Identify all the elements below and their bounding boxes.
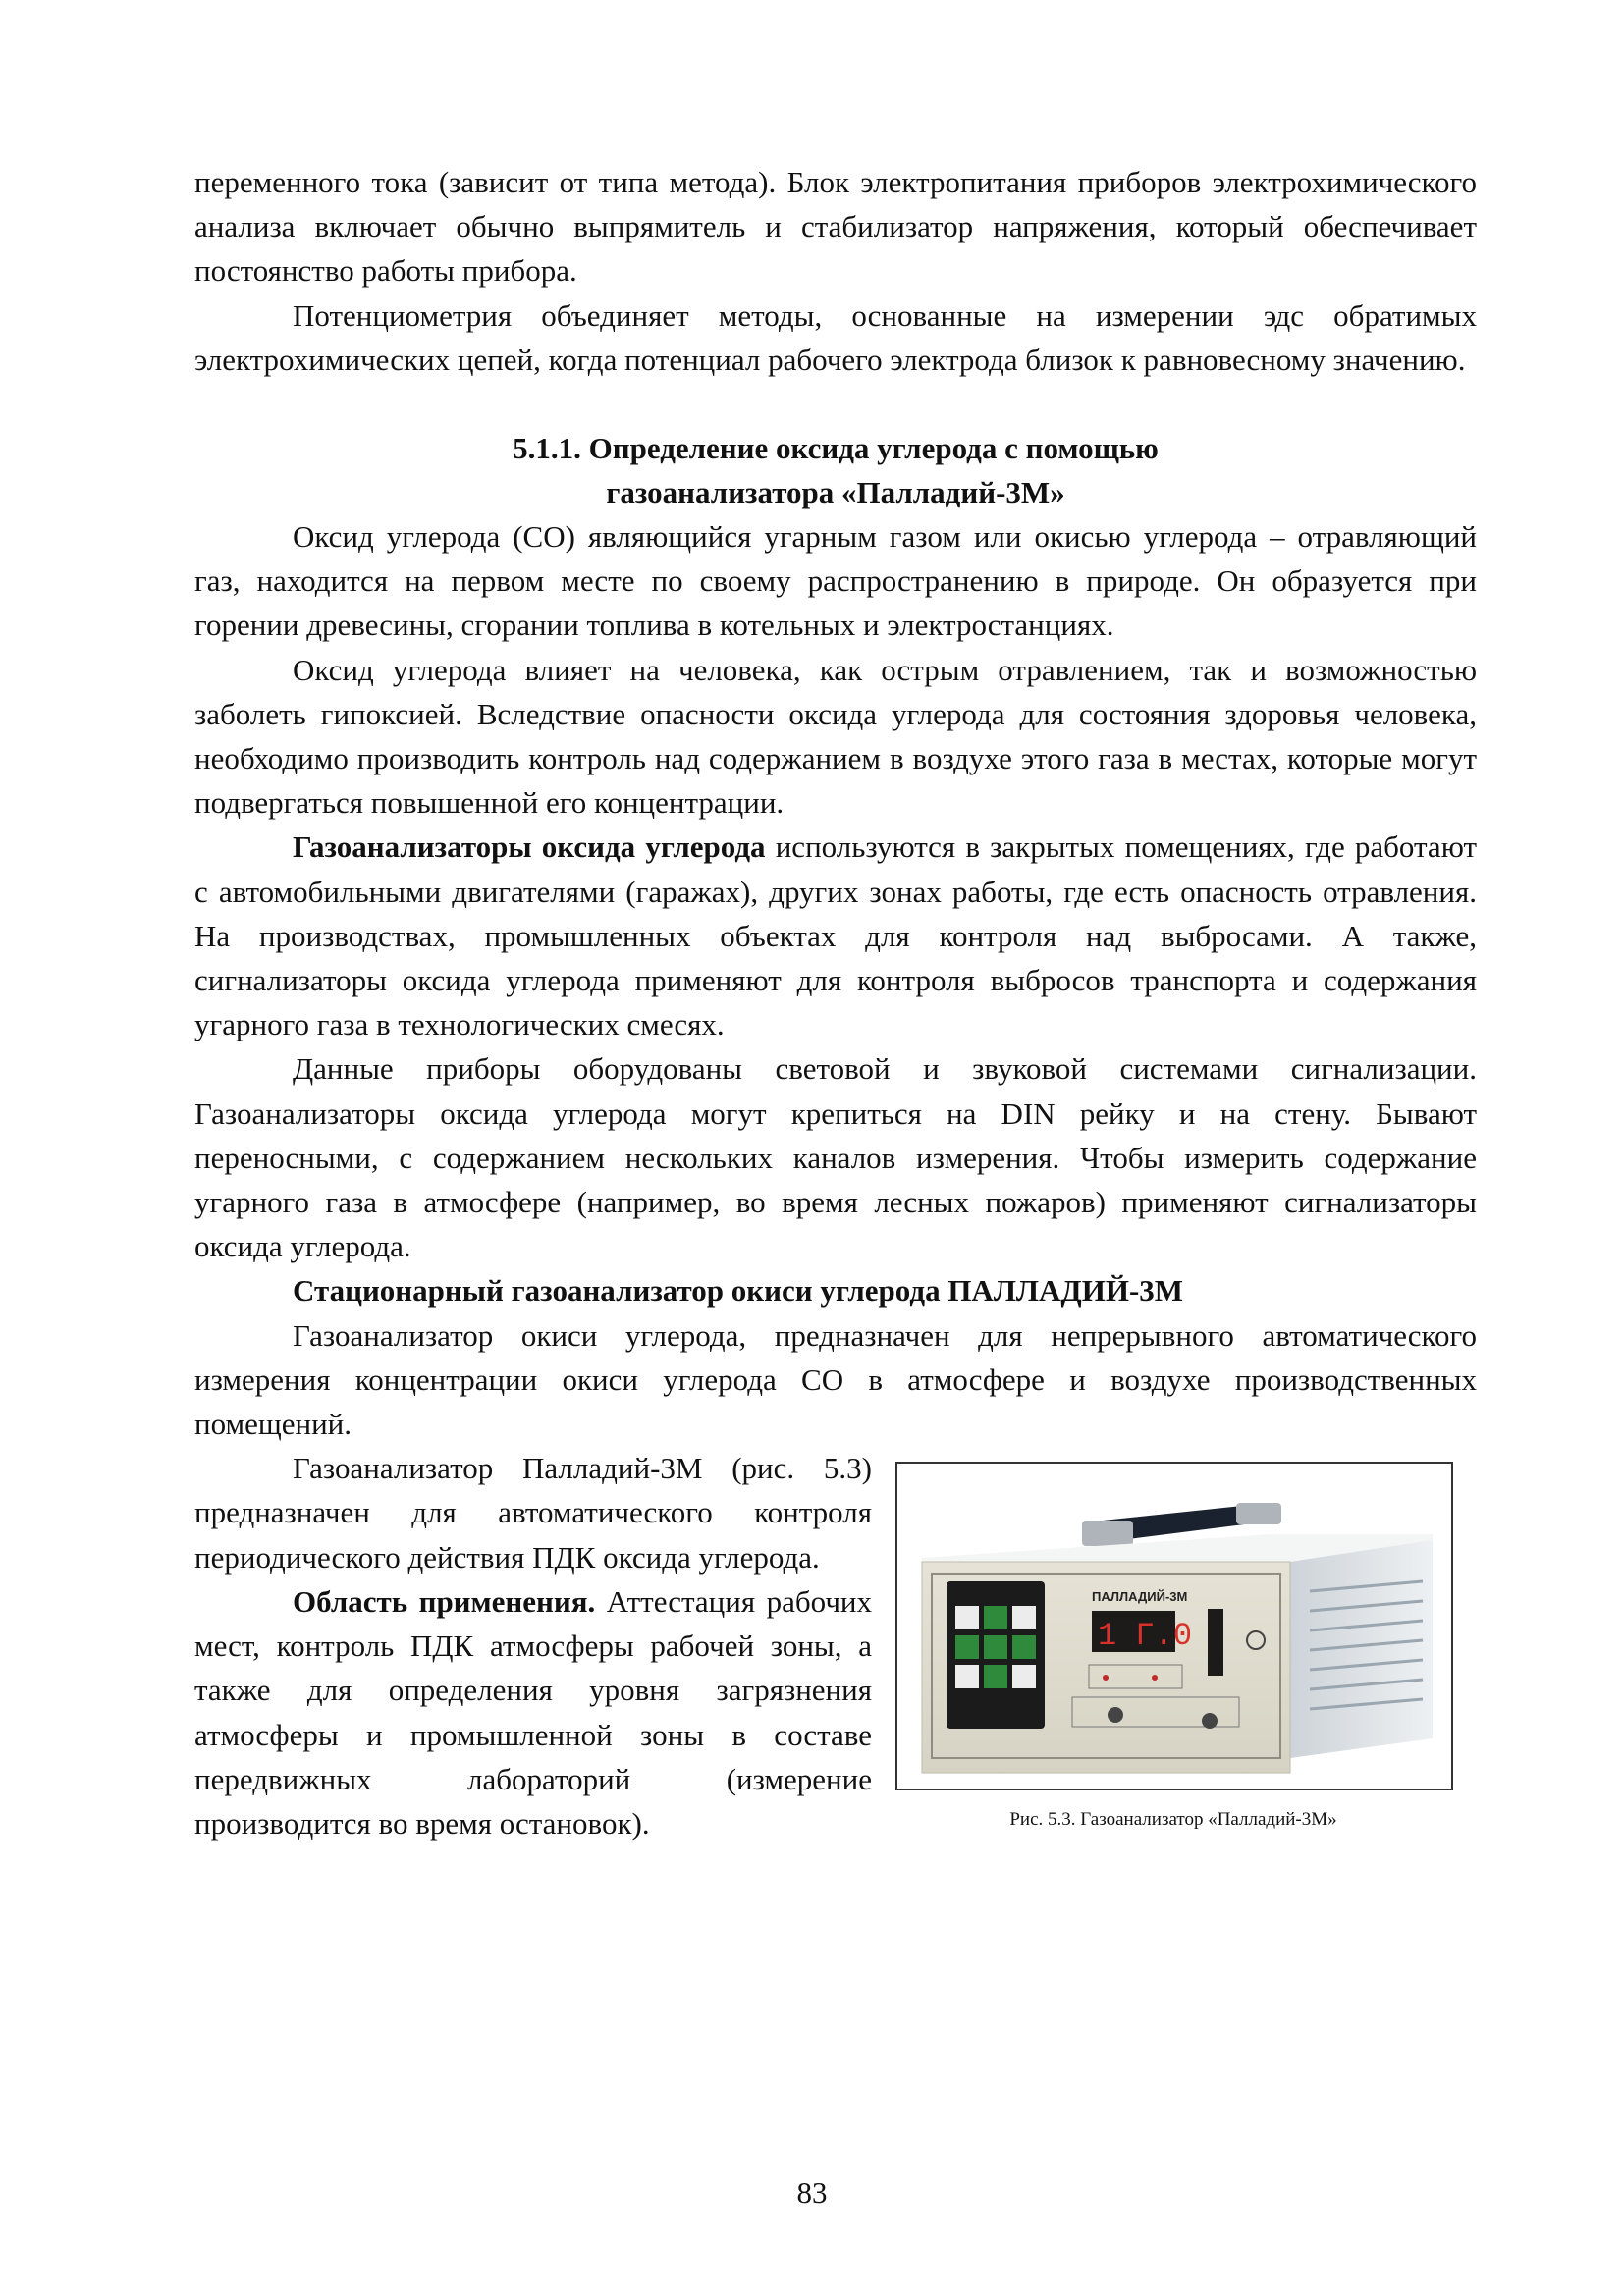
handle-bracket-right (1236, 1503, 1281, 1524)
subheading: Стационарный газоанализатор окиси углерода ПАЛЛАДИЙ-3М (293, 1273, 1184, 1308)
page-number: 83 (796, 2175, 828, 2210)
section-heading-line-2: газоанализатора «Палладий-3М» (606, 475, 1065, 510)
device-photo (895, 1462, 1453, 1790)
indicator-bar (1208, 1609, 1223, 1676)
paragraph: переменного тока (зависит от типа метода). Блок электропитания приборов электрохимического анализа включает обычно выпрямитель и стабилизатор напряжения, который обеспечивает постоянство работы прибора. (194, 165, 1477, 289)
gas-analyzer-illustration (897, 1464, 1451, 1789)
device-label: ПАЛЛАДИЙ-3М (1092, 1589, 1188, 1605)
display-reading: 1 Г.0 (1098, 1618, 1193, 1655)
paragraph-text: используются в закрытых помещениях, где работают с автомобильными двигателями (гаражах), других зонах работы, где есть опасность отравления. На производствах, промышленных объектах для контроля над выбросами. А также, сигнализаторы оксида углерода применяют для контроля выбросов транспорта и содержания угарного газа в технологических смесях. (194, 829, 1477, 1042)
bold-term: Область применения. (293, 1583, 596, 1619)
figure-caption: Рис. 5.3. Газоанализатор «Палладий-3М» (1009, 1809, 1337, 1831)
section-heading-line-1: 5.1.1. Определение оксида углерода с помощью (513, 431, 1159, 466)
figure (895, 1462, 1451, 1832)
left-column (194, 1446, 872, 1845)
paragraph: Данные приборы оборудованы световой и звуковой системами сигнализации. Газоанализаторы оксида углерода могут крепиться на DIN рейку и на стену. Бывают переносными, с содержанием нескольких каналов измерения. Чтобы измерить содержание угарного газа в атмосфере (например, во время лесных пожаров) применяют сигнализаторы оксида углерода. (194, 1051, 1477, 1264)
paragraph: Потенциометрия объединяет методы, основанные на измерении эдс обратимых электрохимических цепей, когда потенциал рабочего электрода близок к равновесному значению. (194, 297, 1477, 377)
paragraph: Оксид углерода влияет на человека, как острым отравлением, так и возможностью заболеть гипоксией. Вследствие опасности оксида углерода для состояния здоровья человека, необходимо производить контроль над содержанием в воздухе этого газа в местах, которые могут подвергаться повышенной его концентрации. (194, 652, 1477, 821)
bold-term: Газоанализаторы оксида углерода (293, 829, 766, 865)
paragraph-text: Аттестация рабочих мест, контроль ПДК атмосферы рабочей зоны, а также для определения уровня загрязнения атмосферы и промышленной зоны в составе передвижных лабораторий (измерение производится во время остановок). (194, 1583, 872, 1841)
section-heading (194, 426, 1477, 514)
paragraph: Газоанализатор Палладий-3М (рис. 5.3) предназначен для автоматического контроля периодического действия ПДК оксида углерода. (194, 1451, 872, 1575)
figure-section (194, 1446, 1477, 1845)
paragraph: Газоанализатор окиси углерода, предназначен для непрерывного автоматического измерения концентрации окиси углерода СО в атмосфере и воздухе производственных помещений. (194, 1317, 1477, 1442)
keypad-buttons (955, 1606, 1036, 1688)
paragraph: Оксид углерода (СО) являющийся угарным газом или окисью углерода – отравляющий газ, находится на первом месте по своему распространению в природе. Он образуется при горении древесины, сгорании топлива в котельных и электростанциях. (194, 519, 1477, 643)
handle-bracket-left (1082, 1521, 1133, 1546)
paragraph (194, 1579, 872, 1845)
page-content (194, 160, 1477, 1845)
paragraph (194, 825, 1477, 1046)
